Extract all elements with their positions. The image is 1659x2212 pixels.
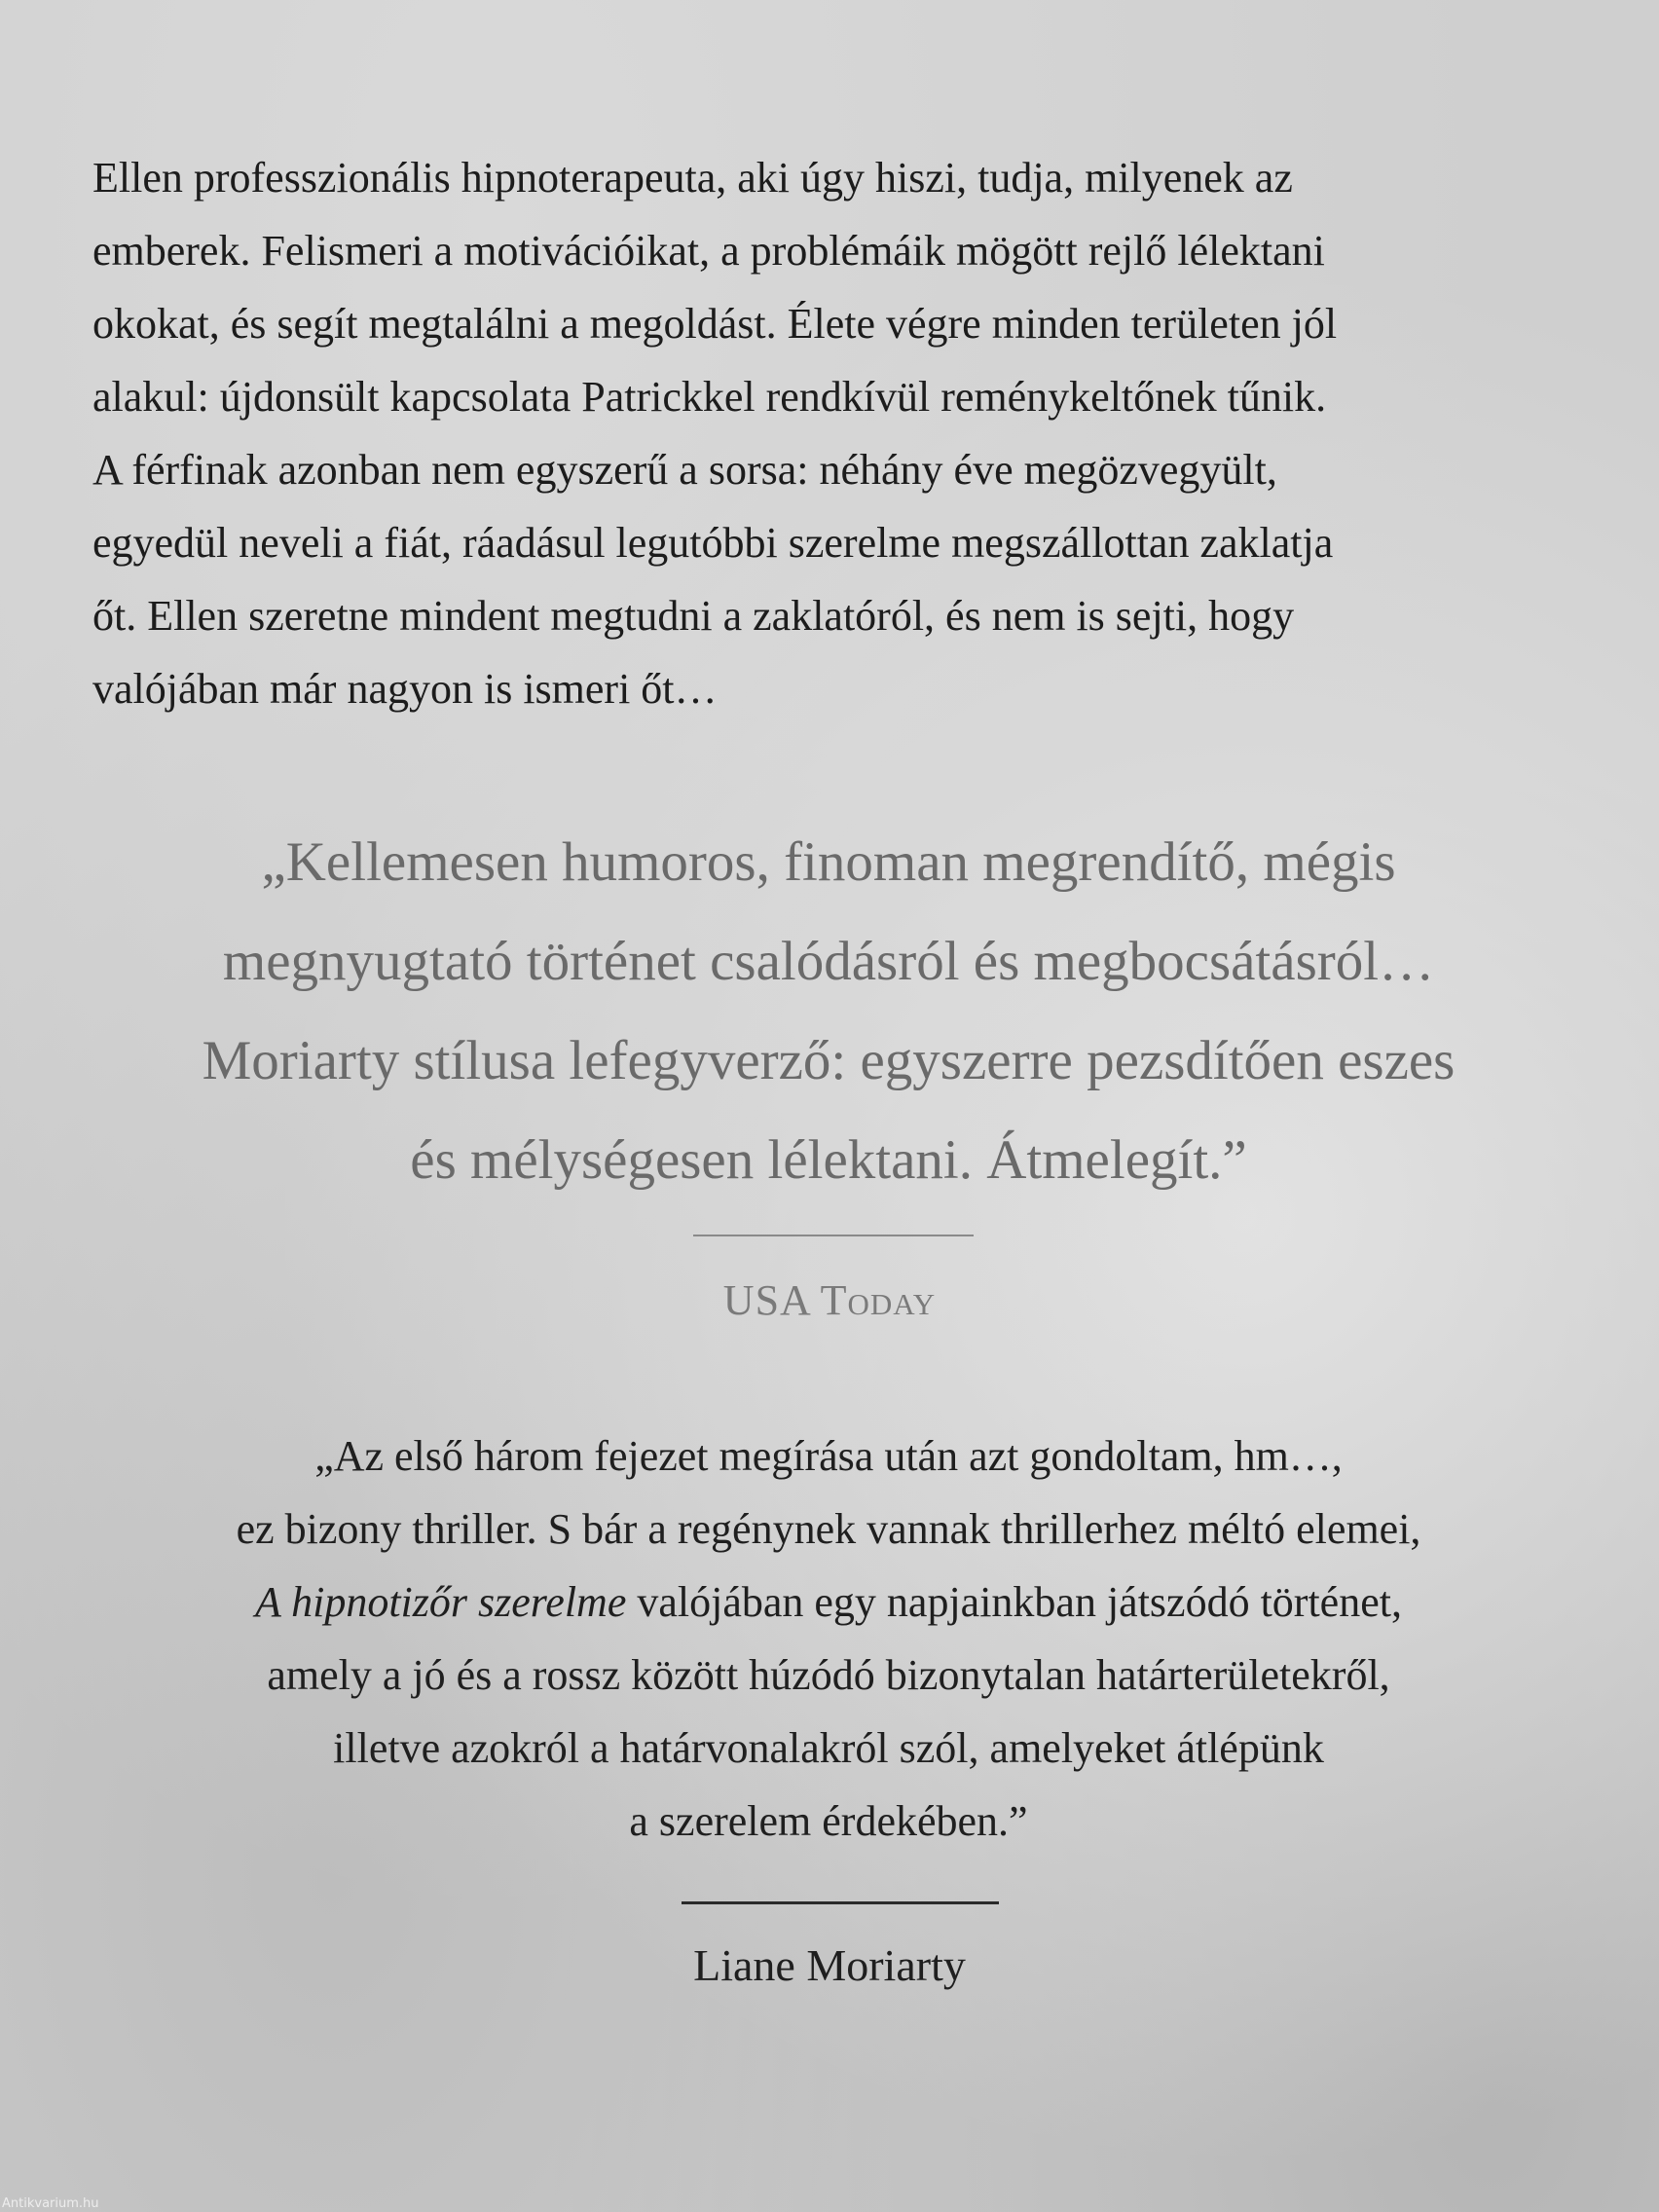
author-quote-line: a szerelem érdekében.”: [629, 1797, 1028, 1845]
blurb-line: emberek. Felismeri a motivációikat, a problémáik mögött rejlő lélektani: [92, 227, 1325, 275]
author-quote-line: illetve azokról a határvonalakról szól, amelyeket átlépünk: [333, 1724, 1324, 1772]
author-quote: [92, 1419, 1565, 1858]
review-source: USA Today: [722, 1276, 937, 1324]
book-title: A hipnotizőr szerelme: [255, 1578, 627, 1626]
author-quote-line: [92, 1566, 1565, 1639]
author-quote-line: „Az első három fejezet megírása után azt gondoltam, hm…,: [314, 1432, 1343, 1480]
watermark: Antikvarium.hu: [2, 2196, 99, 2211]
review-quote-line: „Kellemesen humoros, finoman megrendítő, mégis: [261, 831, 1396, 893]
blurb-paragraph: [92, 141, 1565, 725]
author-quote-line: ez bizony thriller. S bár a regénynek vannak thrillerhez méltó elemei,: [236, 1505, 1421, 1553]
review-divider: [693, 1235, 974, 1236]
review-quote: [92, 813, 1565, 1210]
blurb-line: alakul: újdonsült kapcsolata Patrickkel rendkívül reménykeltőnek tűnik.: [92, 373, 1327, 421]
author-divider: [682, 1901, 999, 1904]
blurb-line: őt. Ellen szeretne mindent megtudni a zaklatóról, és nem is sejti, hogy: [92, 592, 1295, 640]
blurb-line: Ellen professzionális hipnoterapeuta, aki úgy hiszi, tudja, milyenek az: [92, 154, 1293, 202]
blurb-line: okokat, és segít megtalálni a megoldást. Élete végre minden területen jól: [92, 300, 1338, 348]
blurb-line: egyedül neveli a fiát, ráadásul legutóbbi szerelme megszállottan zaklatja: [92, 519, 1334, 567]
review-quote-line: Moriarty stílusa lefegyverző: egyszerre pezsdítően eszes: [202, 1030, 1456, 1091]
review-quote-line: és mélységesen lélektani. Átmelegít.”: [410, 1129, 1247, 1191]
blurb-line: A férfinak azonban nem egyszerű a sorsa: néhány éve megözvegyült,: [92, 446, 1277, 494]
author-quote-line: amely a jó és a rossz között húzódó bizonytalan határterületekről,: [267, 1651, 1390, 1699]
author-quote-text: valójában egy napjainkban játszódó történet,: [626, 1578, 1402, 1626]
review-quote-line: megnyugtató történet csalódásról és megbocsátásról…: [222, 931, 1435, 992]
blurb-line: valójában már nagyon is ismeri őt…: [92, 665, 718, 713]
author-name: Liane Moriarty: [693, 1940, 966, 1990]
